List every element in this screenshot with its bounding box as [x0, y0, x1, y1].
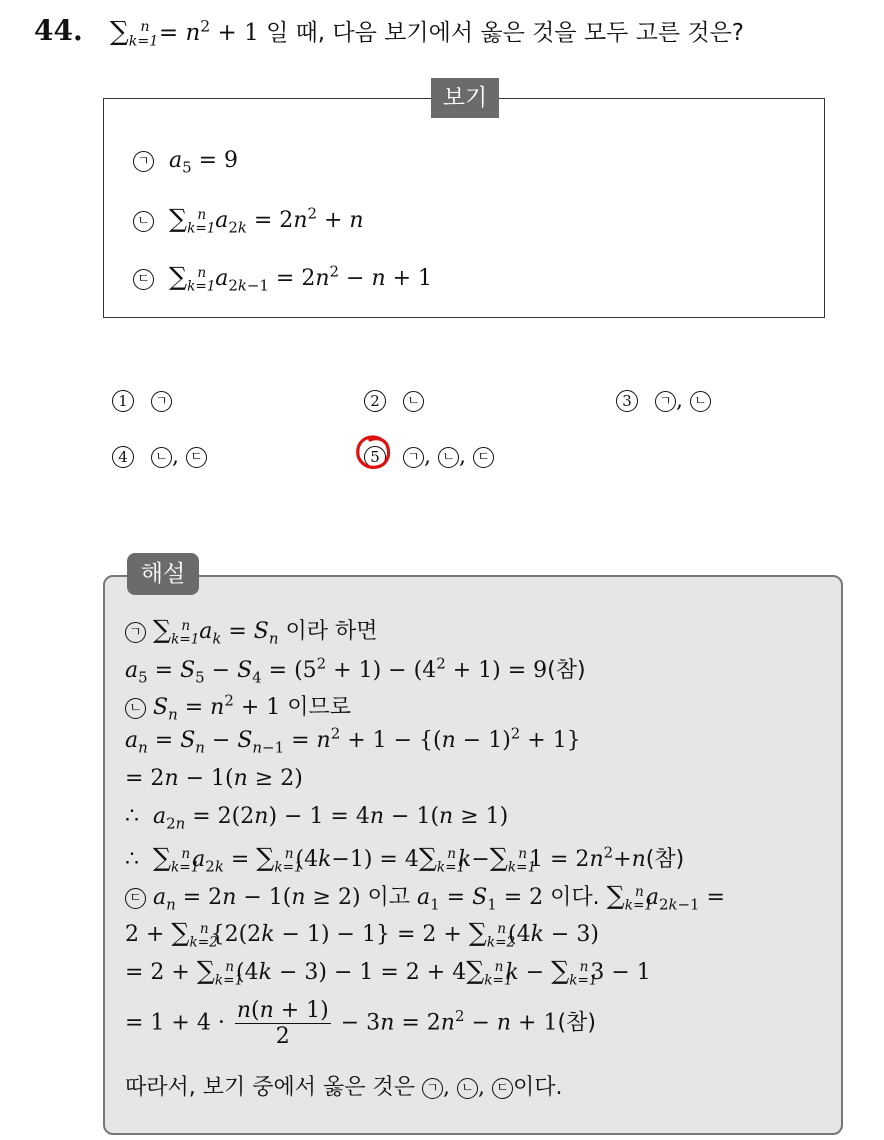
bogi-tag: 보기 — [431, 78, 499, 118]
marker-giyeok-icon: ㄱ — [133, 151, 154, 172]
marker-giyeok-icon: ㄱ — [655, 391, 676, 412]
exp-line-3: ㄴ $S_n = n^2 + 1$ 이므로 — [125, 690, 351, 721]
question-math-rhs: = $n^2 + 1$ — [158, 16, 259, 46]
marker-digeut-icon: ㄷ — [492, 1078, 513, 1099]
question-text: 일 때, 다음 보기에서 옳은 것을 모두 고른 것은? — [266, 20, 744, 46]
marker-digeut-icon: ㄷ — [473, 447, 494, 468]
choice-5[interactable]: 5 ㄱ , ㄴ , ㄷ — [364, 444, 494, 469]
exp-line-4: $a_n = S_n - S_{n-1} = n^2 + 1 - \{(n - 1)^2 + 1\}$ — [125, 724, 581, 757]
question-number: 44. — [34, 14, 83, 47]
choice-number-5: 5 — [364, 446, 386, 468]
exp-line-10: = $2 + \sum_{k=1}^n(4k - 3) - 1 = 2 + 4\sum_{k=1}^nk - \sum_{k=1}^n3 - 1$ — [125, 956, 651, 989]
choice-number-3: 3 — [616, 390, 638, 412]
marker-nieun-icon: ㄴ — [133, 211, 154, 232]
choice-4[interactable]: 4 ㄴ , ㄷ — [112, 444, 207, 469]
exp-line-5: = 2n − 1(n ≥ 2) — [125, 766, 303, 791]
marker-nieun-icon: ㄴ — [438, 447, 459, 468]
exp-line-6: ∴ $a_{2n} = 2(2n) - 1 = 4n - 1(n \ge 1)$ — [125, 804, 509, 833]
marker-giyeok-icon: ㄱ — [151, 391, 172, 412]
marker-nieun-icon: ㄴ — [690, 391, 711, 412]
fraction: $\frac{n(n + 1)}{2}$ — [236, 998, 329, 1049]
marker-digeut-icon: ㄷ — [186, 447, 207, 468]
choice-number-2: 2 — [364, 390, 386, 412]
choice-number-4: 4 — [112, 446, 134, 468]
exp-line-2: $a_5 = S_5 - S_4 = (5^2 + 1) - (4^2 + 1) = 9$(참) — [125, 654, 586, 687]
exp-line-1: ㄱ $\sum_{k=1}^n$ $a_k = S_n$ 이라 하면 — [125, 614, 378, 645]
exp-line-9: $2 + \sum_{k=2}^n\{2(2k - 1) - 1\} = 2 + \sum_{k=2}^n(4k - 3)$ — [125, 918, 599, 951]
marker-nieun-icon: ㄴ — [151, 447, 172, 468]
marker-nieun-icon: ㄴ — [457, 1078, 478, 1099]
exp-line-11: = 1 + 4 · $\frac{n(n + 1)}{2}$ − $3n = 2n^2 - n + 1$(참) — [125, 998, 596, 1049]
choice-2[interactable] — [364, 388, 424, 413]
marker-giyeok-icon: ㄱ — [403, 447, 424, 468]
marker-digeut-icon: ㄷ — [133, 269, 154, 290]
choice-1[interactable] — [112, 388, 172, 413]
choice-number-1: 1 — [112, 390, 134, 412]
exp-line-7: ∴ $\sum_{k=1}^na_{2k} = \sum_{k=1}^n(4k-1) = 4\sum_{k=1}^nk-\sum_{k=1}^n1 = 2n^2+n$(참) — [125, 843, 685, 876]
bogi-item-2: ㄴ $\sum_{k=1}^n$ $a_{2k} = 2n^2 + n$ — [133, 204, 364, 233]
marker-nieun-icon: ㄴ — [403, 391, 424, 412]
marker-nieun-icon: ㄴ — [125, 698, 146, 719]
choice-3[interactable]: 3 ㄱ , ㄴ — [616, 388, 711, 413]
marker-giyeok-icon: ㄱ — [125, 622, 146, 643]
bogi-item-1: ㄱ $a_5 = 9$ — [133, 148, 238, 173]
question-line — [34, 14, 744, 50]
bogi-item-3: ㄷ $\sum_{k=1}^n$ $a_{2k-1} = 2n^2 - n + 1$ — [133, 262, 432, 291]
answer-mark-icon — [352, 431, 394, 473]
exp-line-8: ㄷ $a_n = 2n - 1(n \ge 2)$ 이고 $a_1 = S_1 = 2$ 이다. $\sum_{k=1}^na_{2k-1}$ = — [125, 880, 725, 911]
marker-digeut-icon: ㄷ — [125, 888, 146, 909]
exp-line-12: 따라서, 보기 중에서 옳은 것은 ㄱ , ㄴ , ㄷ 이다. — [125, 1075, 563, 1100]
explanation-tag: 해설 — [127, 553, 199, 595]
question-math: $\sum_{k=1}^n = n^2 + 1$ — [109, 16, 259, 50]
marker-giyeok-icon: ㄱ — [422, 1078, 443, 1099]
